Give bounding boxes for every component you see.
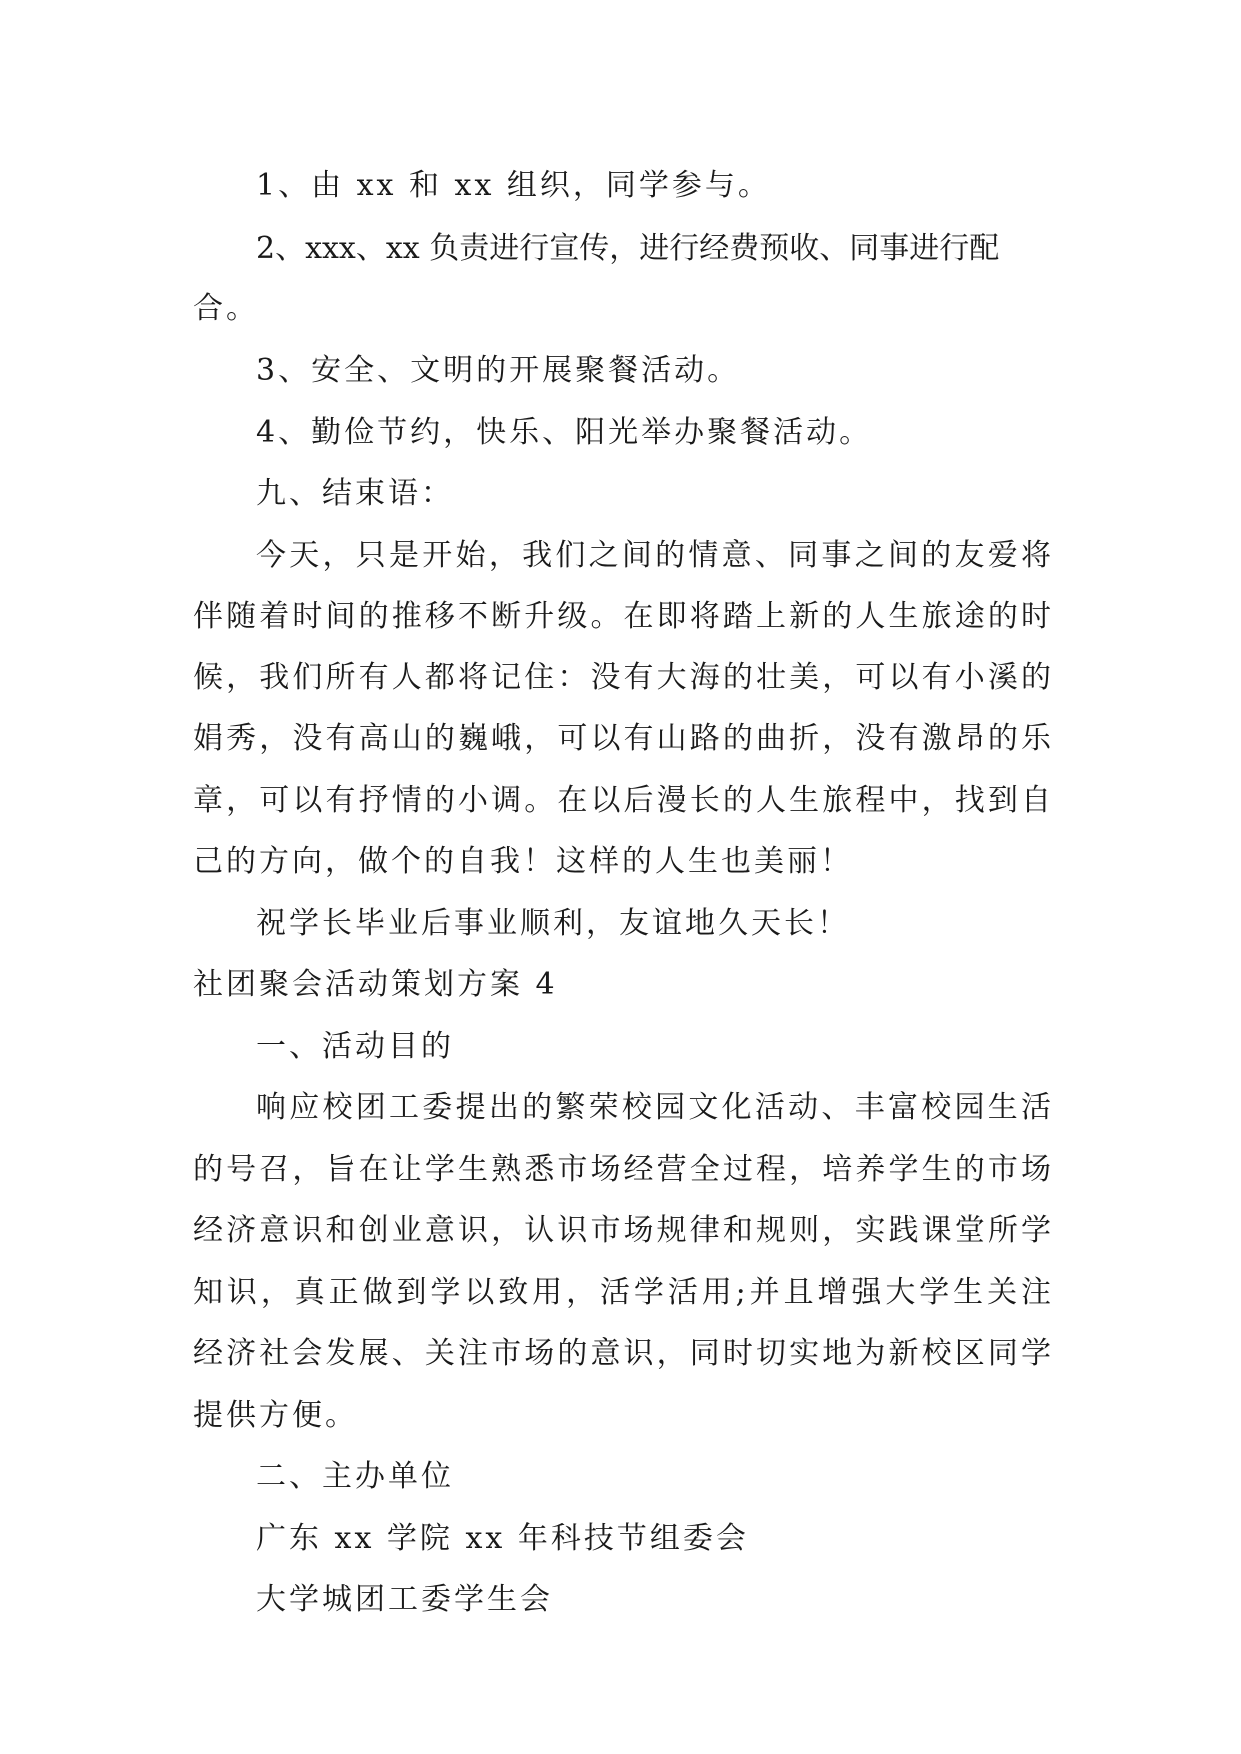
paragraph-line: 伴随着时间的推移不断升级。在即将踏上新的人生旅途的时 — [193, 599, 1051, 634]
paragraph-line: 的号召，旨在让学生熟悉市场经营全过程，培养学生的市场 — [193, 1152, 1051, 1187]
closing-wish: 祝学长毕业后事业顺利，友谊地久天长！ — [256, 906, 850, 941]
section-heading-organizer: 二、主办单位 — [256, 1459, 454, 1494]
organizer-item: 广东 xx 学院 xx 年科技节组委会 — [256, 1521, 749, 1556]
list-item-3: 3、安全、文明的开展聚餐活动。 — [256, 353, 741, 388]
paragraph-line: 响应校团工委提出的繁荣校园文化活动、丰富校园生活 — [256, 1090, 1051, 1125]
list-item-1: 1、由 xx 和 xx 组织，同学参与。 — [256, 168, 771, 203]
paragraph-line: 提供方便。 — [193, 1398, 358, 1433]
list-item-4: 4、勤俭节约，快乐、阳光举办聚餐活动。 — [256, 415, 873, 450]
paragraph-line: 知识，真正做到学以致用，活学活用;并且增强大学生关注 — [193, 1275, 1051, 1310]
paragraph-line: 候，我们所有人都将记住：没有大海的壮美，可以有小溪的 — [193, 660, 1051, 695]
paragraph-line: 经济意识和创业意识，认识市场规律和规则，实践课堂所学 — [193, 1213, 1051, 1248]
document-title: 社团聚会活动策划方案 4 — [193, 967, 558, 1002]
section-heading-purpose: 一、活动目的 — [256, 1029, 454, 1064]
organizer-item: 大学城团工委学生会 — [256, 1582, 553, 1617]
paragraph-line: 章，可以有抒情的小调。在以后漫长的人生旅程中，找到自 — [193, 783, 1051, 818]
paragraph-line: 己的方向，做个的自我！这样的人生也美丽！ — [193, 844, 853, 879]
list-item-2-continuation: 合。 — [193, 291, 259, 326]
paragraph-line: 经济社会发展、关注市场的意识，同时切实地为新校区同学 — [193, 1336, 1051, 1371]
list-item-2: 2、xxx、xx 负责进行宣传，进行经费预收、同事进行配 — [256, 231, 1000, 266]
paragraph-line: 娟秀，没有高山的巍峨，可以有山路的曲折，没有激昂的乐 — [193, 721, 1051, 756]
section-heading-conclusion: 九、结束语： — [256, 476, 454, 511]
paragraph-line: 今天，只是开始，我们之间的情意、同事之间的友爱将 — [256, 538, 1051, 573]
